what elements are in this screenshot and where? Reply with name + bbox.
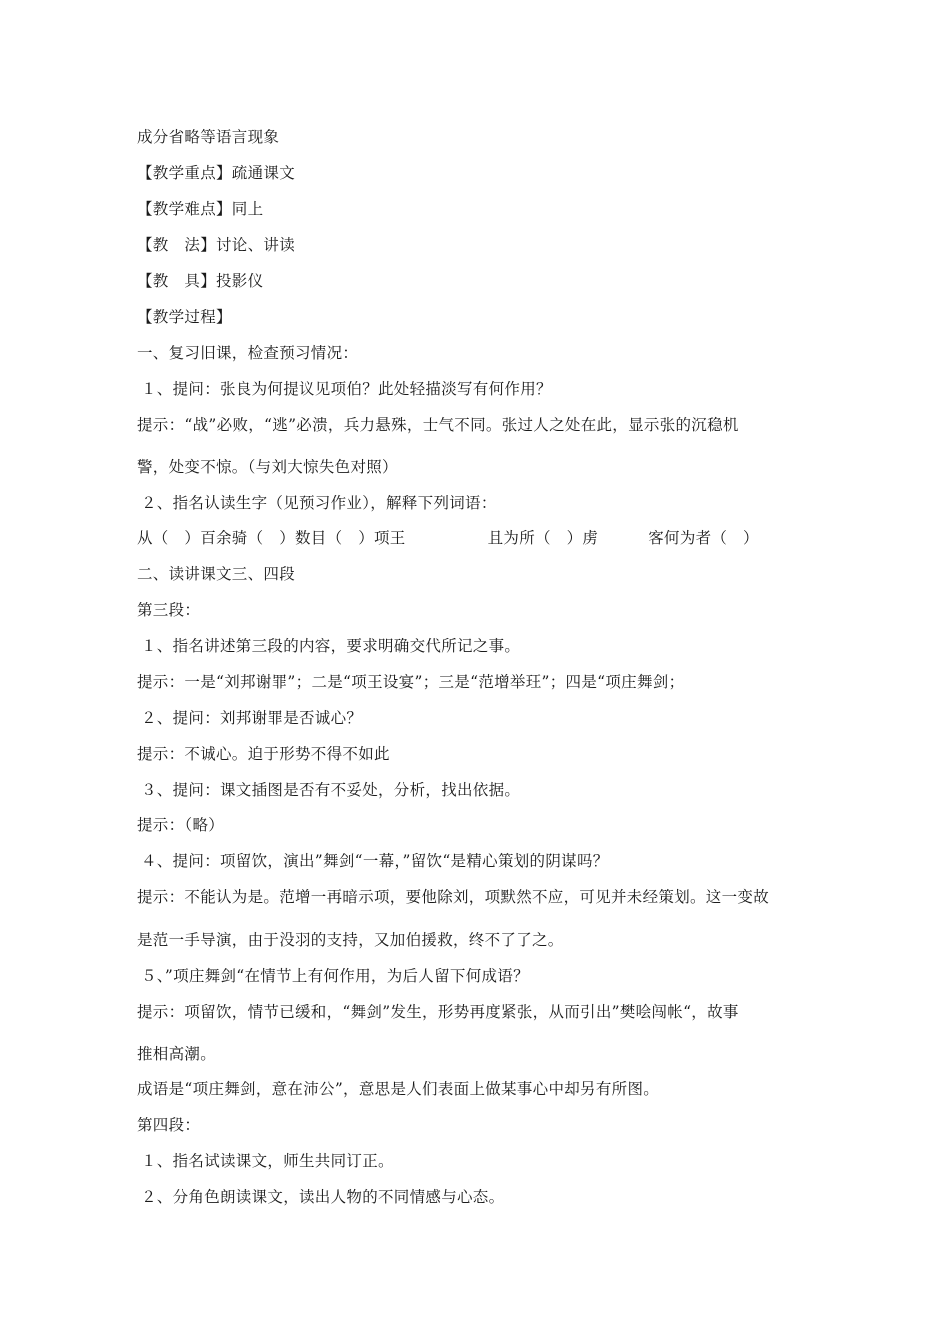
text-line: １、提问：张良为何提议见项伯？此处轻描淡写有何作用？ — [141, 380, 552, 398]
text-line: 提示：不能认为是。范增一再暗示项，要他除刘，项默然不应，可见并未经策划。这一变故 — [137, 888, 770, 906]
text-line: 第三段： — [137, 601, 201, 619]
text-line: 提示：一是“刘邦谢罪”；二是“项王设宴”；三是“范增举玨”；四是“项庄舞剑； — [137, 673, 685, 691]
text-line: 一、复习旧课，检查预习情况： — [137, 344, 359, 362]
text-line: 推相高潮。 — [137, 1045, 217, 1063]
text-line: １、指名讲述第三段的内容，要求明确交代所记之事。 — [141, 637, 521, 655]
text-line: 成分省略等语言现象 — [137, 128, 280, 146]
text-line: ２、指名认读生字（见预习作业），解释下列词语： — [141, 494, 497, 512]
text-line: 【教 法】讨论、讲读 — [137, 236, 296, 254]
text-line: 提示：“战”必败，“逃”必溃，兵力悬殊，士气不同。张过人之处在此，显示张的沉稳机 — [137, 416, 739, 434]
text-line: 提示：不诚心。迫于形势不得不如此 — [137, 745, 390, 763]
text-line: 警，处变不惊。（与刘大惊失色对照） — [137, 458, 398, 476]
text-line: ３、提问：课文插图是否有不妥处，分析，找出依据。 — [141, 781, 521, 799]
text-line: ４、提问：项留饮，演出”舞剑“一幕，”留饮“是精心策划的阴谋吗？ — [141, 852, 609, 870]
text-line — [137, 528, 827, 548]
text-line: 提示：项留饮，情节已缓和，“舞剑”发生，形势再度紧张，从而引出”樊哙闯帐“，故事 — [137, 1003, 739, 1021]
text-segment: 从（ ）百余骑（ ）数目（ ）项王 — [137, 529, 406, 547]
text-line: 成语是“项庄舞剑，意在沛公”，意思是人们表面上做某事心中却另有所图。 — [137, 1080, 660, 1098]
text-line: 【教学难点】同上 — [137, 200, 264, 218]
text-line: ２、提问：刘邦谢罪是否诚心？ — [141, 709, 363, 727]
text-line: 【教学过程】 — [137, 308, 232, 326]
text-line: １、指名试读课文，师生共同订正。 — [141, 1152, 394, 1170]
text-segment: 客何为者（ ） — [648, 529, 759, 547]
text-segment: 且为所（ ）虏 — [487, 529, 599, 547]
text-line: ２、分角色朗读课文，读出人物的不同情感与心态。 — [141, 1188, 505, 1206]
text-line: 提示：（略） — [137, 816, 225, 834]
text-line: 二、读讲课文三、四段 — [137, 565, 296, 583]
text-line: 第四段： — [137, 1116, 201, 1134]
text-line: 是范一手导演，由于没羽的支持，又加伯援救，终不了了之。 — [137, 931, 564, 949]
text-line: 【教 具】投影仪 — [137, 272, 264, 290]
text-line: 【教学重点】疏通课文 — [137, 164, 296, 182]
text-line: ５、”项庄舞剑“在情节上有何作用，为后人留下何成语？ — [141, 967, 529, 985]
